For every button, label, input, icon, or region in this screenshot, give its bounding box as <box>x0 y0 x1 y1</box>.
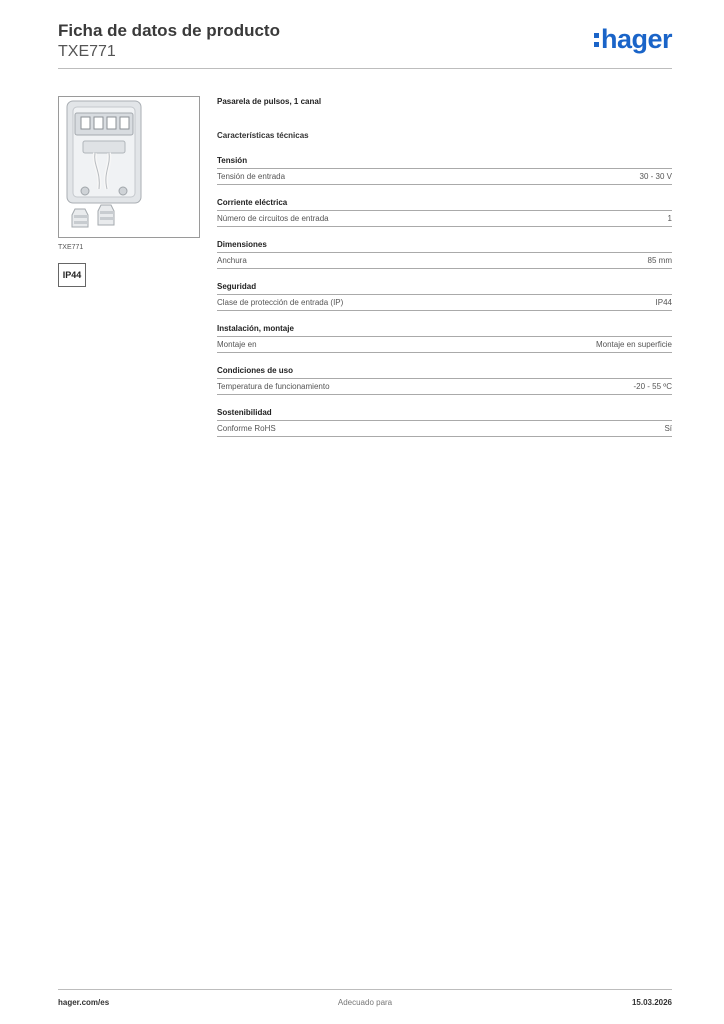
spec-row <box>217 421 672 437</box>
spec-content <box>217 96 672 449</box>
spec-value: Montaje en superficie <box>595 340 672 349</box>
ip-rating-badge: IP44 <box>58 263 86 287</box>
spec-section-title: Dimensiones <box>217 239 672 253</box>
product-description: Pasarela de pulsos, 1 canal <box>217 97 322 106</box>
spec-section-title: Condiciones de uso <box>217 365 672 379</box>
header-divider <box>58 68 672 69</box>
spec-value: 1 <box>667 214 672 223</box>
product-device-icon <box>59 97 199 237</box>
spec-value: -20 - 55 ºC <box>633 382 672 391</box>
spec-section-title: Sostenibilidad <box>217 407 672 421</box>
spec-section-title: Corriente eléctrica <box>217 197 672 211</box>
logo-text: hager <box>600 24 672 54</box>
spec-label: Montaje en <box>217 340 257 349</box>
spec-section-conditions <box>217 365 672 395</box>
spec-section-dimensions <box>217 239 672 269</box>
footer-divider <box>58 989 672 990</box>
page-footer <box>58 998 672 1010</box>
spec-section-title: Tensión <box>217 155 672 169</box>
spec-row <box>217 253 672 269</box>
hager-logo <box>594 24 672 55</box>
product-image-caption: TXE771 <box>58 244 84 251</box>
product-code: TXE771 <box>58 43 116 60</box>
footer-center-text: Adecuado para <box>337 998 393 1007</box>
spec-row <box>217 337 672 353</box>
spec-row <box>217 211 672 227</box>
footer-website-link[interactable]: hager.com/es <box>58 998 110 1007</box>
spec-row <box>217 295 672 311</box>
spec-value: Sí <box>664 424 672 433</box>
spec-section-installation <box>217 323 672 353</box>
spec-label: Número de circuitos de entrada <box>217 214 329 223</box>
spec-section-voltage <box>217 155 672 185</box>
spec-section-sustainability <box>217 407 672 437</box>
spec-label: Anchura <box>217 256 247 265</box>
spec-value: 30 - 30 V <box>639 172 672 181</box>
spec-label: Clase de protección de entrada (IP) <box>217 298 344 307</box>
spec-section-title: Instalación, montaje <box>217 323 672 337</box>
spec-section-current <box>217 197 672 227</box>
spec-section-title: Seguridad <box>217 281 672 295</box>
spec-label: Conforme RoHS <box>217 424 276 433</box>
logo-dots-icon <box>594 33 599 47</box>
spec-value: 85 mm <box>647 256 672 265</box>
tech-specs-heading: Características técnicas <box>217 131 309 140</box>
spec-label: Temperatura de funcionamiento <box>217 382 330 391</box>
spec-value: IP44 <box>655 298 672 307</box>
spec-section-safety <box>217 281 672 311</box>
spec-row <box>217 169 672 185</box>
product-image <box>58 96 200 238</box>
spec-row <box>217 379 672 395</box>
footer-date: 15.03.2026 <box>631 998 672 1007</box>
page-header <box>58 20 672 62</box>
spec-label: Tensión de entrada <box>217 172 286 181</box>
document-title: Ficha de datos de producto <box>58 21 280 40</box>
